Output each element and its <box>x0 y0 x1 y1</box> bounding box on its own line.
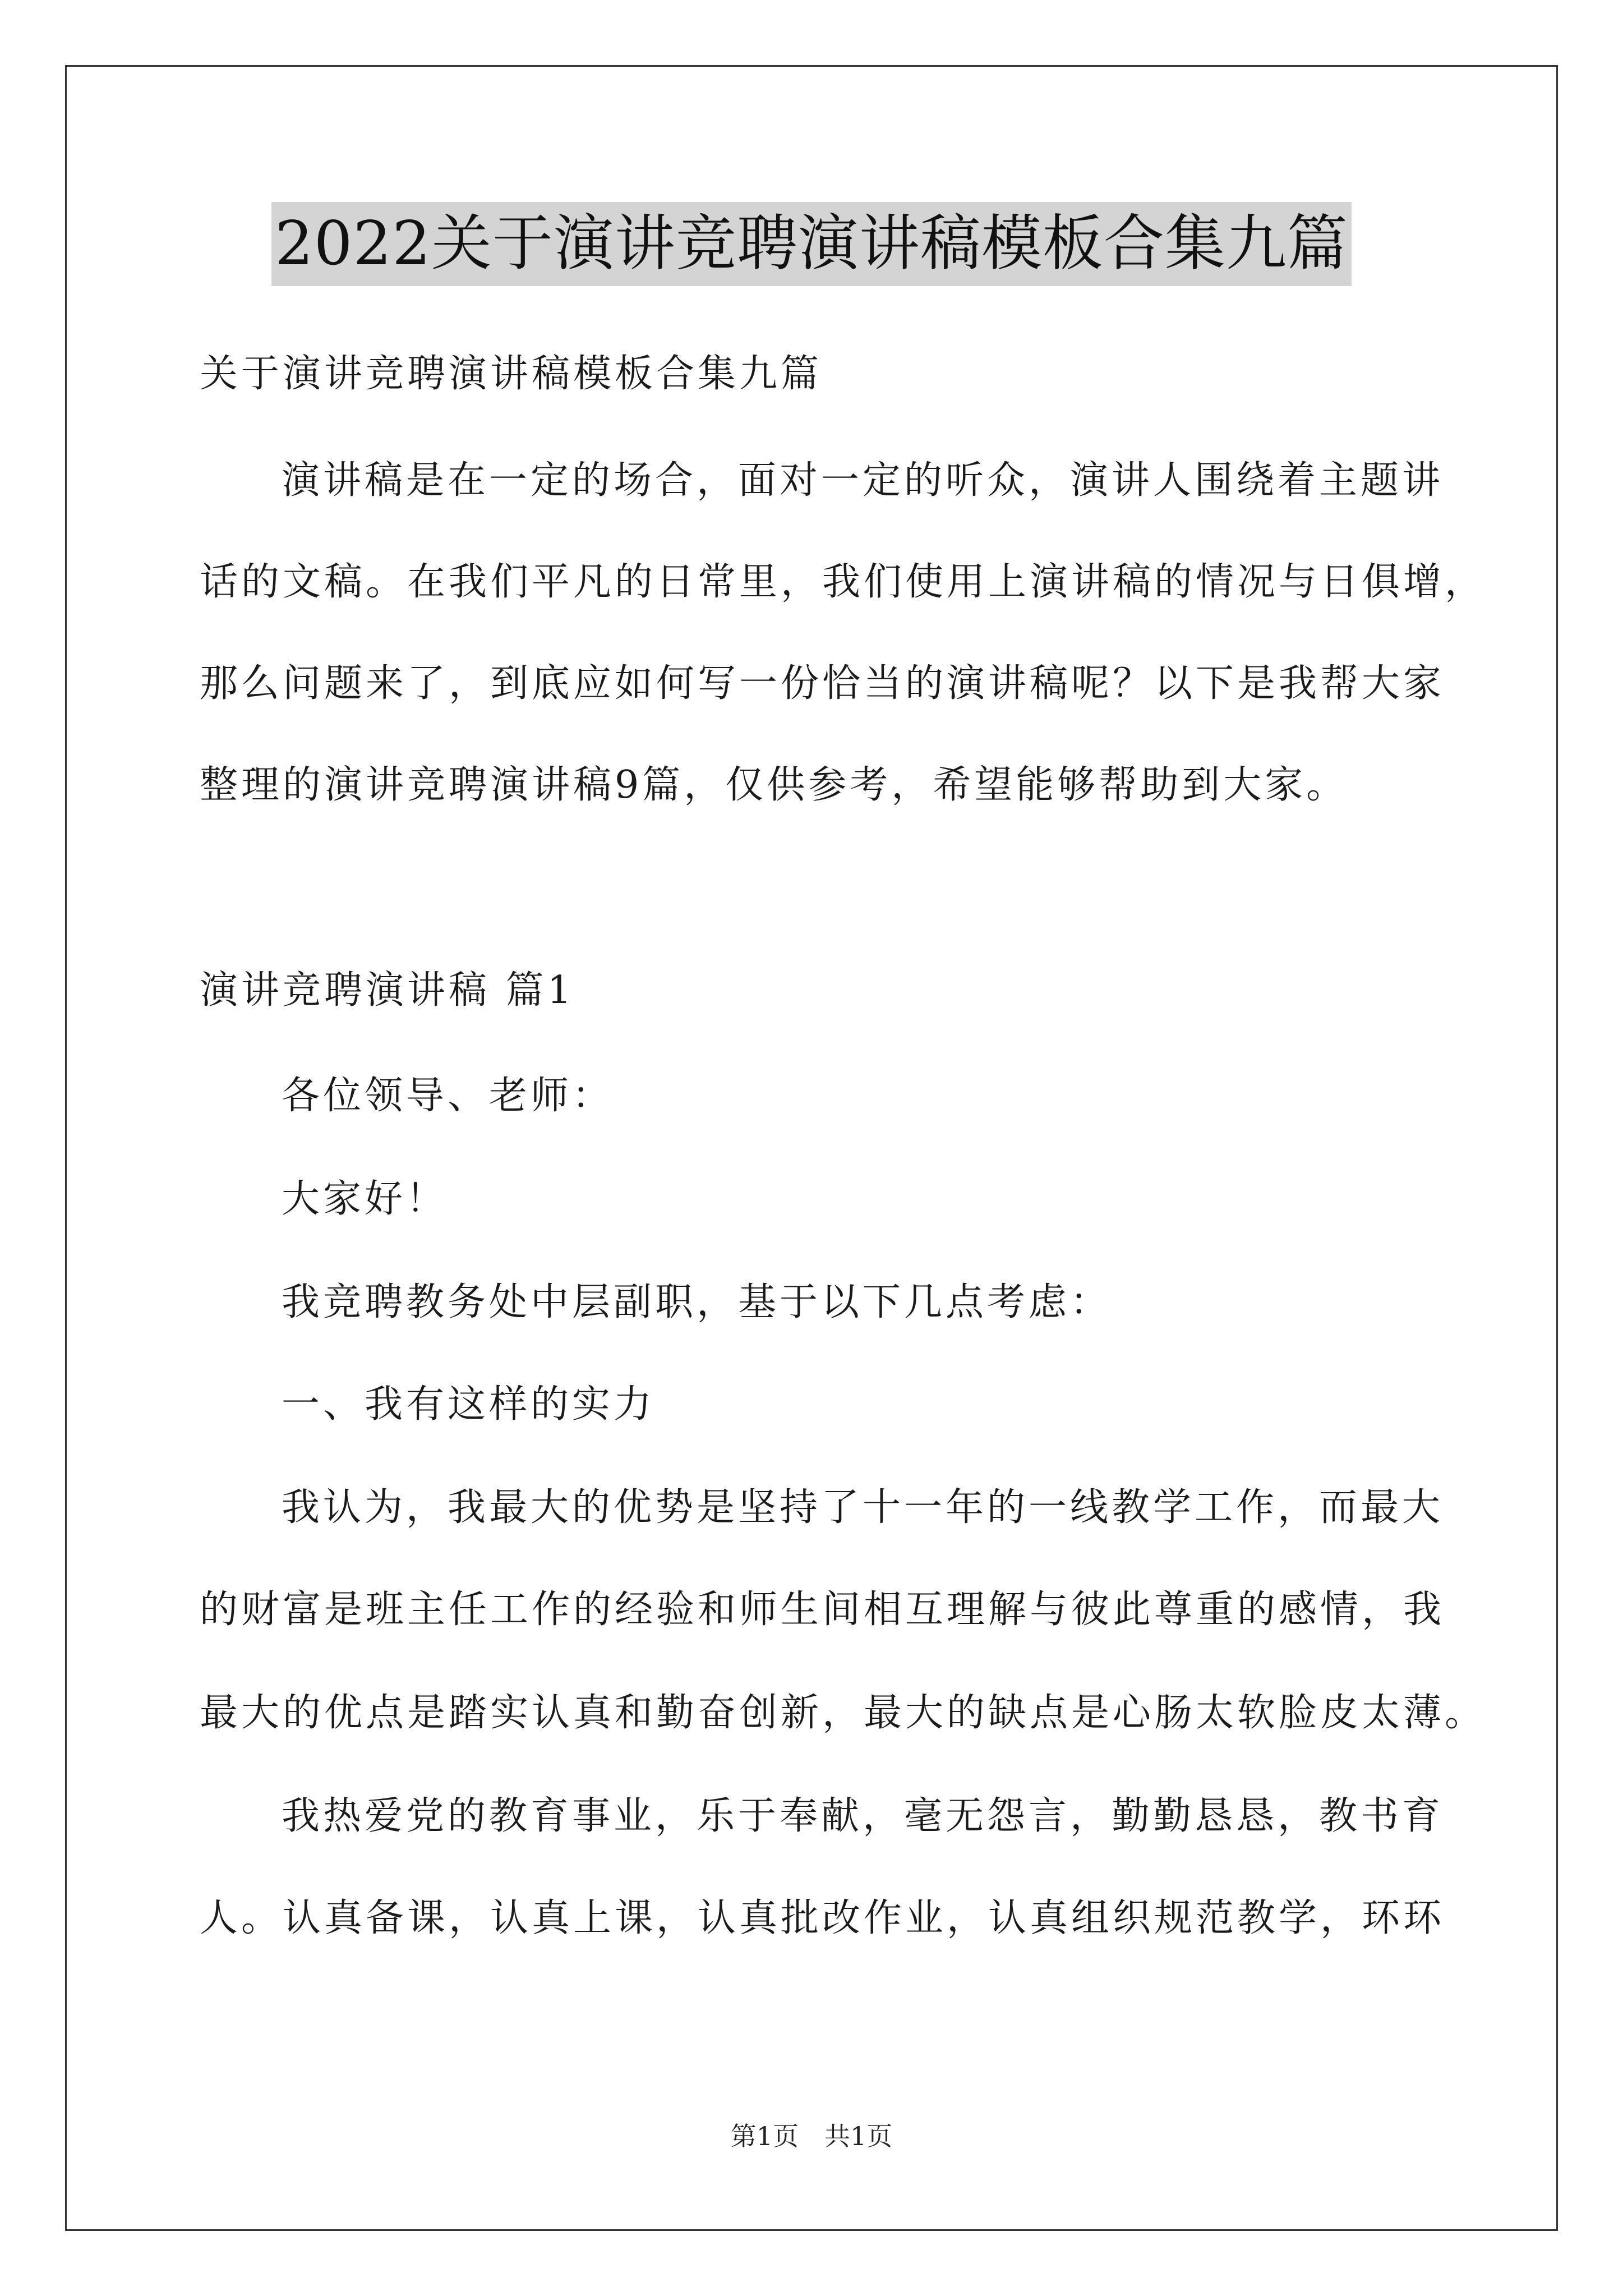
paragraph-line: 大家好！ <box>282 1177 448 1221</box>
paragraph-line: 我热爱党的教育事业，乐于奉献，毫无怨言，勤勤恳恳，教书育 <box>282 1794 1444 1838</box>
paragraph-line: 一、我有这样的实力 <box>282 1382 656 1427</box>
paragraph-line: 最大的优点是踏实认真和勤奋创新，最大的缺点是心肠太软脸皮太薄。 <box>200 1691 1487 1735</box>
paragraph-line: 人。认真备课，认真上课，认真批改作业，认真组织规范教学，环环 <box>200 1896 1445 1940</box>
title-container <box>0 202 1623 286</box>
paragraph-line: 我认为，我最大的优势是坚持了十一年的一线教学工作，而最大 <box>282 1485 1444 1530</box>
document-title: 2022关于演讲竞聘演讲稿模板合集九篇 <box>271 202 1352 286</box>
paragraph-line: 那么问题来了，到底应如何写一份恰当的演讲稿呢？以下是我帮大家 <box>200 661 1445 706</box>
paragraph-line: 的财富是班主任工作的经验和师生间相互理解与彼此尊重的感情，我 <box>200 1588 1445 1632</box>
paragraph-line: 整理的演讲竞聘演讲稿9篇，仅供参考，希望能够帮助到大家。 <box>200 763 1348 807</box>
paragraph-line: 我竞聘教务处中层副职，基于以下几点考虑： <box>282 1280 1112 1324</box>
subtitle-line: 关于演讲竞聘演讲稿模板合集九篇 <box>200 352 823 396</box>
paragraph-line: 演讲稿是在一定的场合，面对一定的听众，演讲人围绕着主题讲 <box>282 458 1444 503</box>
page-footer: 第1页 共1页 <box>730 2121 893 2151</box>
paragraph-line: 话的文稿。在我们平凡的日常里，我们使用上演讲稿的情况与日俱增， <box>200 560 1487 604</box>
section-heading: 演讲竞聘演讲稿 篇1 <box>200 968 575 1013</box>
paragraph-line: 各位领导、老师： <box>282 1074 614 1118</box>
